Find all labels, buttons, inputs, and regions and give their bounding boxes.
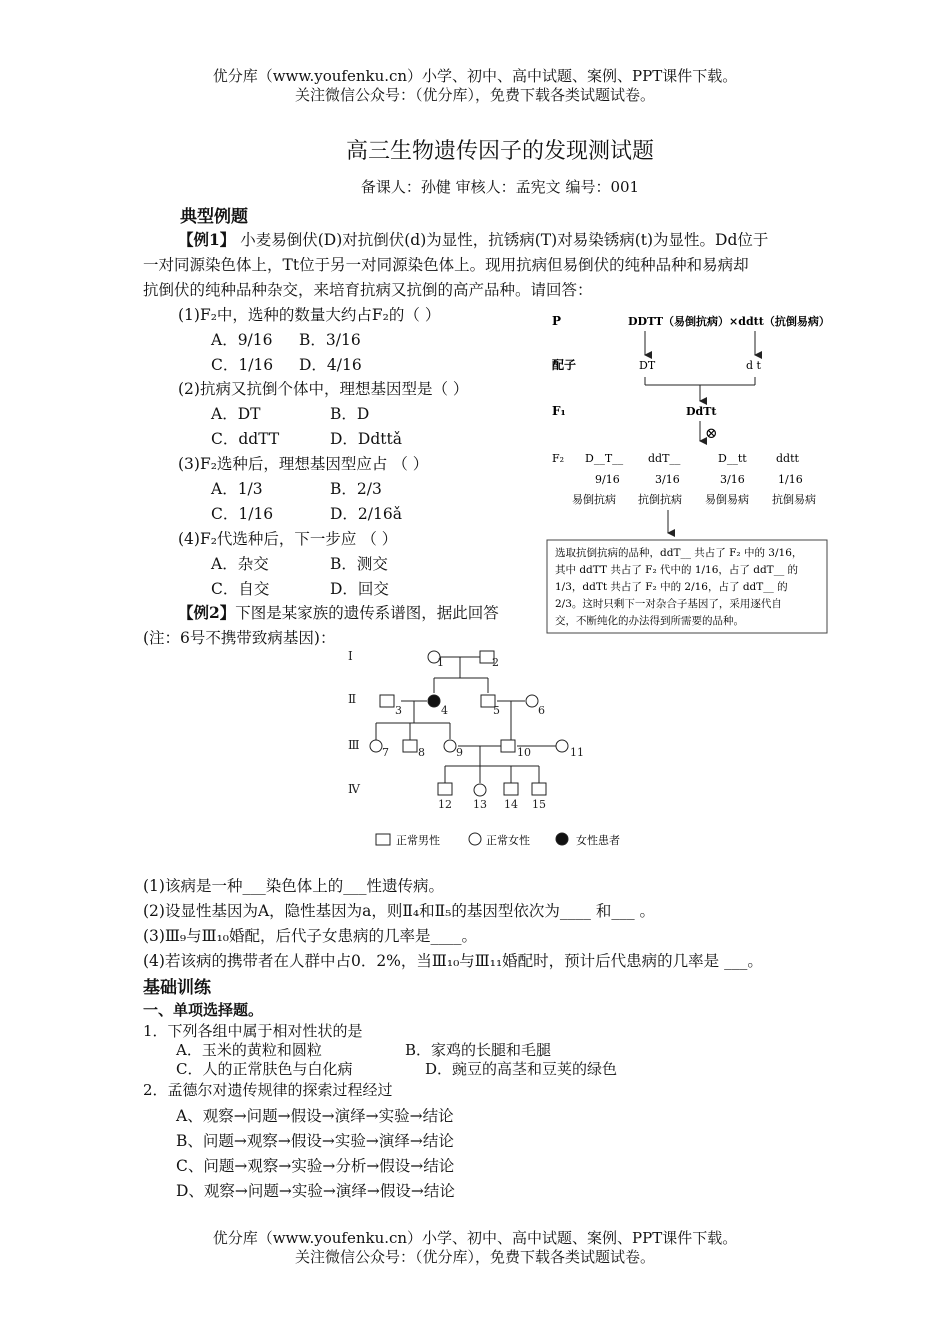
generation-3-label: Ⅲ [348, 738, 360, 752]
number-2: 2 [492, 656, 499, 669]
individual-9-female [444, 740, 456, 752]
number-3: 3 [395, 704, 402, 717]
gamete-right: d t [746, 359, 761, 372]
individual-10-male [501, 740, 515, 752]
q3-option-c: C．1/16 [211, 505, 274, 523]
generation-4-label: Ⅳ [348, 782, 360, 796]
basic-q1: 1．下列各组中属于相对性状的是 [143, 1022, 363, 1040]
individual-14-male [504, 783, 518, 795]
q3-option-b: B．2/3 [330, 480, 382, 498]
f1-label: F₁ [552, 404, 566, 418]
q4-option-a: A．杂交 [211, 555, 269, 573]
basic-q1-option-b: B．家鸡的长腿和毛腿 [405, 1041, 552, 1059]
example1-q3: (3)F₂选种后，理想基因型应占 （ ） [178, 455, 429, 473]
generation-2-label: Ⅱ [348, 692, 357, 706]
individual-7-female [370, 740, 382, 752]
f2-phenotype-1: 易倒抗病 [572, 493, 616, 506]
individual-13-female [474, 784, 486, 796]
number-13: 13 [473, 798, 487, 811]
generation-1-label: Ⅰ [348, 649, 353, 663]
example1-q1: (1)F₂中，选种的数量大约占F₂的（ ） [178, 306, 441, 324]
pedigree-chart [340, 640, 640, 855]
q2-option-d: D．Ddttǎ [330, 430, 402, 448]
legend-female-icon [469, 833, 481, 845]
f2-phenotype-4: 抗倒易病 [772, 493, 816, 506]
example2-q3: (3)Ⅲ₉与Ⅲ₁₀婚配，后代子女患病的几率是____。 [143, 927, 477, 945]
q4-option-d: D．回交 [330, 580, 389, 598]
basic-q1-option-a: A．玉米的黄粒和圆粒 [176, 1041, 322, 1059]
header-line-2: 关注微信公众号：（优分库），免费下载各类试题试卷。 [294, 86, 655, 104]
individual-8-male [403, 740, 417, 752]
basic-q2-option-b: B、问题→观察→假设→实验→演绎→结论 [176, 1132, 454, 1150]
cross-diagram [540, 305, 840, 635]
example1-label: 【例1】 [178, 230, 236, 249]
header-line-1: 优分库（www.youfenku.cn）小学、初中、高中试题、案例、PPT课件下载。 [212, 67, 738, 85]
number-14: 14 [504, 798, 518, 811]
number-7: 7 [382, 746, 389, 759]
example2-note: (注：6号不携带致病基因)： [143, 629, 336, 647]
f1-genotype: DdTt [686, 405, 717, 418]
basic-q2-option-d: D、观察→问题→实验→演绎→假设→结论 [176, 1182, 455, 1200]
legend-affected-label: 女性患者 [576, 834, 620, 847]
f2-ratio-4: 1/16 [778, 473, 803, 486]
number-1: 1 [437, 656, 444, 669]
note-line-3: 1/3，ddTt 共占了 F₂ 中的 2/16，占了 ddT__ 的 [555, 581, 788, 593]
legend-male-label: 正常男性 [396, 834, 440, 847]
example1-line1 [178, 228, 768, 250]
note-line-2: 其中 ddTT 共占了 F₂ 代中的 1/16，占了 ddT__ 的 [555, 564, 799, 576]
section-basic-heading: 基础训练 [143, 978, 211, 998]
f2-ratio-1: 9/16 [595, 473, 620, 486]
page-subtitle: 备课人：孙健 审核人：孟宪文 编号：001 [360, 178, 640, 196]
number-11: 11 [570, 746, 584, 759]
q1-option-d: D．4/16 [299, 356, 362, 374]
individual-11-female [556, 740, 568, 752]
f2-label: F₂ [552, 452, 565, 465]
individual-3-male [380, 695, 394, 707]
page-title: 高三生物遗传因子的发现测试题 [345, 139, 654, 164]
q2-option-b: B．D [330, 405, 370, 423]
example2-q2: (2)设显性基因为A，隐性基因为a，则Ⅱ₄和Ⅱ₅的基因型依次为____ 和___ 。 [143, 902, 655, 920]
p-label: P [552, 314, 562, 328]
part1-title: 一、单项选择题。 [143, 1001, 264, 1019]
self-cross-icon: ⊗ [705, 424, 718, 442]
f2-genotype-3: D__tt [718, 452, 747, 465]
example2-text: 下图是某家族的遗传系谱图，据此回答 [235, 604, 499, 622]
gamete-left: DT [639, 359, 656, 372]
q3-option-a: A．1/3 [211, 480, 263, 498]
individual-12-male [438, 783, 452, 795]
example2-label: 【例2】 [178, 603, 236, 622]
example2-q1: (1)该病是一种___染色体上的___性遗传病。 [143, 877, 444, 895]
number-5: 5 [493, 704, 500, 717]
number-6: 6 [538, 704, 545, 717]
basic-q1-option-c: C．人的正常肤色与白化病 [176, 1060, 353, 1078]
example1-line3: 抗倒伏的纯种品种杂交，来培育抗病又抗倒的高产品种。请回答： [143, 281, 593, 299]
q2-option-a: A．DT [211, 405, 261, 423]
note-line-5: 交，不断纯化的办法得到所需要的品种。 [555, 615, 744, 627]
number-8: 8 [418, 746, 425, 759]
example1-text1: 小麦易倒伏(D)对抗倒伏(d)为显性，抗锈病(T)对易染锈病(t)为显性。Dd位于 [235, 231, 769, 249]
number-12: 12 [438, 798, 452, 811]
legend-affected-icon [556, 833, 568, 845]
number-15: 15 [532, 798, 546, 811]
legend-female-label: 正常女性 [486, 834, 530, 847]
note-line-4: 2/3。这时只剩下一对杂合子基因了，采用逐代自 [555, 598, 782, 610]
f2-genotype-1: D__T__ [585, 452, 624, 465]
footer-line-2: 关注微信公众号：（优分库），免费下载各类试题试卷。 [294, 1248, 655, 1266]
f2-phenotype-2: 抗倒抗病 [638, 493, 682, 506]
example1-q4: (4)F₂代选种后，下一步应 （ ） [178, 530, 398, 548]
number-4: 4 [441, 704, 448, 717]
f2-phenotype-3: 易倒易病 [705, 493, 749, 506]
example1-line2: 一对同源染色体上，Tt位于另一对同源染色体上。现用抗病但易倒伏的纯种品种和易病却 [143, 256, 749, 274]
basic-q2-option-c: C、问题→观察→实验→分析→假设→结论 [176, 1157, 455, 1175]
q1-option-a: A．9/16 [211, 331, 273, 349]
number-9: 9 [456, 746, 463, 759]
q4-option-c: C．自交 [211, 580, 270, 598]
footer-line-1: 优分库（www.youfenku.cn）小学、初中、高中试题、案例、PPT课件下载。 [212, 1229, 738, 1247]
f2-genotype-2: ddT__ [648, 452, 681, 465]
number-10: 10 [517, 746, 531, 759]
f2-ratio-3: 3/16 [720, 473, 745, 486]
individual-6-female [526, 695, 538, 707]
individual-4-affected-female [428, 695, 440, 707]
q3-option-d: D．2/16ǎ [330, 505, 402, 523]
basic-q2-option-a: A、观察→问题→假设→演绎→实验→结论 [176, 1107, 454, 1125]
example1-q2: (2)抗病又抗倒个体中，理想基因型是（ ） [178, 380, 469, 398]
individual-15-male [532, 783, 546, 795]
f2-ratio-2: 3/16 [655, 473, 680, 486]
basic-q2: 2．孟德尔对遗传规律的探索过程经过 [143, 1081, 393, 1099]
legend-male-icon [376, 834, 390, 845]
example2-line1 [178, 601, 499, 623]
note-line-1: 选取抗倒抗病的品种，ddT__ 共占了 F₂ 中的 3/16， [555, 547, 803, 559]
q2-option-c: C．ddTT [211, 430, 280, 448]
basic-q1-option-d: D．豌豆的高茎和豆荚的绿色 [425, 1060, 618, 1078]
q1-option-b: B．3/16 [299, 331, 361, 349]
p-cross: DDTT（易倒抗病）×ddtt（抗倒易病） [628, 315, 830, 328]
gamete-label: 配子 [552, 358, 577, 372]
example2-q4: (4)若该病的携带者在人群中占0．2%，当Ⅲ₁₀与Ⅲ₁₁婚配时，预计后代患病的几率是 ___。 [143, 952, 763, 970]
section-typical-heading: 典型例题 [180, 207, 248, 227]
f2-genotype-4: ddtt [776, 452, 799, 465]
q1-option-c: C．1/16 [211, 356, 274, 374]
q4-option-b: B．测交 [330, 555, 388, 573]
